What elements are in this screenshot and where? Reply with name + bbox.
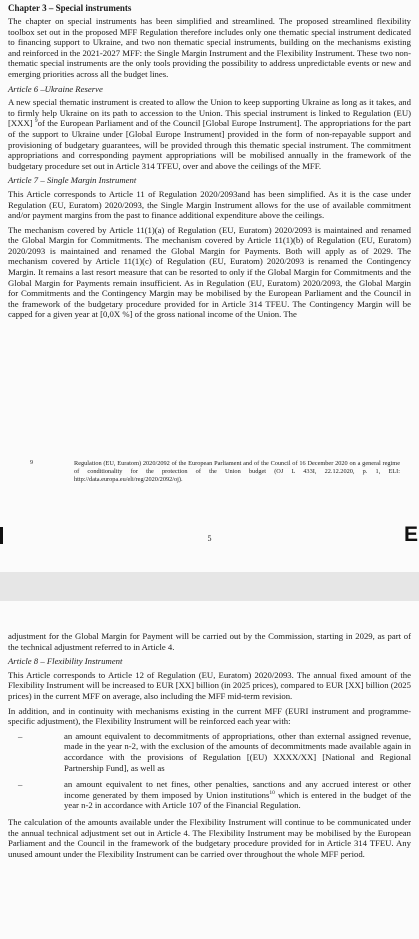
list-dash: –: [18, 730, 23, 741]
chapter-intro-paragraph: The chapter on special instruments has been simplified and streamlined. The proposed streamlined flexibility toolbox set out in the proposed MFF Regulation therefore includes only one thematic special instrument dedicated to financing support to Ukraine, and two non thematic special instruments, building on the mechanisms existing and reinforced in the 2021-2027 MFF: the Single Margin Instrument and the Flexibility Instrument. These two non-thematic special instruments are the only tools providing the possibility to address unpredictable events or new and emerging priorities across all the budget lines.: [8, 16, 411, 79]
list-item-text: an amount equivalent to decommitments of appropriations, other than external assigned revenue, made in the year n-2, with the exclusion of the amounts of decommitments made available again in accordance with the provisions of Regulation [(EU) XXXX/XX] [National and Regional Partnership Fund], as well as: [64, 730, 411, 773]
article-6-heading: Article 6 –Ukraine Reserve: [8, 83, 103, 94]
article-7-heading: Article 7 – Single Margin Instrument: [8, 175, 137, 186]
list-item-text-part2: which is entered in the budget of the year n-2 in accordance with Article 107 of the Financial Regulation.: [64, 789, 412, 811]
document-page-2: [0, 601, 419, 939]
page-number: 5: [207, 534, 212, 543]
article-6-text-part2: of the European Parliament and of the Council [Global Europe Instrument]. The appropriations for the part of the support to Ukraine under [Global Europe Instrument] provided in the form of non-repayable support and provisioning of budgetary guarantees, will be provided through this thematic special instrument. The commitment appropriations and corresponding payment appropriations will be mobilised annually in the framework of the budgetary procedure set out in Article 314 TFEU, over and above the ceilings of the MFF.: [8, 118, 411, 171]
article-8-paragraph-3: The calculation of the amounts available under the Flexibility Instrument will continue to be communicated under the annual technical adjustment set out in Article 4. The Flexibility Instrument may be mobilised by the European Parliament and the Council in the framework of the budgetary procedure provided for in Article 314 TFEU. Any unused amount under the Flexibility Instrument can be carried over throughout the whole MFF period.: [8, 816, 411, 859]
footnote-ref-9[interactable]: 9: [34, 118, 38, 125]
article-8-paragraph-1: This Article corresponds to Article 12 of Regulation (EU, Euratom) 2020/2093. The annual fixed amount of the Flexibility Instrument will be increased to EUR [XX] billion (in 2025 prices), compared to EUR [XX] billion (2025 prices) in the current MFF on average, also including the MFF mid-term revision.: [8, 669, 411, 701]
footnote-number: 9: [30, 460, 33, 466]
page-edge-letter-right: E: [403, 523, 418, 546]
footnote-text: Regulation (EU, Euratom) 2020/2092 of the European Parliament and of the Council of 16 December 2020 on a general regime of conditionality for the protection of the Union budget (OJ L 433I, 22.12.2020, p. 1, ELI: http://data.europa.eu/eli/reg/2020/2092/oj).: [74, 460, 400, 483]
article-8-paragraph-2: In addition, and in continuity with mechanisms existing in the current MFF (EURI instrument and programme-specific adjustment), the Flexibility Instrument will be reinforced each year with:: [8, 705, 411, 727]
page-gap: [0, 572, 419, 601]
article-7-paragraph-2: The mechanism covered by Article 11(1)(a) of Regulation (EU, Euratom) 2020/2093 is maintained and renamed the Global Margin for Commitments. The mechanism covered by Article 11(1)(b) of Regulation (EU, Euratom) 2020/2093 is maintained and renamed the Global Margin for Payments. Both will apply as of 2029. The mechanism covered by Article 11(1)(c) of Regulation (EU, Euratom) 2020/2093 is renamed the Contingency Margin. It remains a last resort measure that can be resorted to only if the Global Margin for Commitments and the Global Margin for Payments remain insufficient. As in Regulation (EU, Euratom) 2020/2093, the Global Margin for Commitments and the Contingency Margin may be mobilised by the European Parliament and the Council in the framework of the budgetary procedure provided for in Article 314 TFEU. The Contingency Margin will be capped for a given year at [0,0X %] of the gross national income of the Union. The: [8, 224, 411, 320]
footnote-ref-10[interactable]: 10: [269, 789, 275, 796]
article-6-text-part1: A new special thematic instrument is created to allow the Union to keep supporting Ukraine as long as it takes, and to firmly help Ukraine on its path to accession to the Union. This special instrument is linked to Regulation (EU) [XXX]: [8, 97, 411, 129]
chapter-heading: Chapter 3 – Special instruments: [8, 3, 132, 13]
list-item-text: [64, 779, 411, 811]
list-item: [8, 779, 411, 811]
list-item: [8, 731, 411, 773]
article-6-paragraph: [8, 97, 411, 171]
list-dash: –: [18, 779, 23, 790]
article-7-paragraph-1: This Article corresponds to Article 11 of Regulation 2020/2093and has been simplified. As it is the case under Regulation (EU, Euratom) 2020/2093, the Single Margin Instrument allows for the use of available commitment and/or payment margins from the past to finance additional expenditure above the ceilings.: [8, 188, 411, 221]
footnote-9: [30, 460, 400, 483]
continuation-paragraph: adjustment for the Global Margin for Payment will be carried out by the Commission, starting in 2029, as part of the technical adjustment referred to in Article 4.: [8, 631, 411, 652]
article-8-heading: Article 8 – Flexibility Instrument: [8, 656, 123, 667]
list-item-text-part1: an amount equivalent to net fines, other penalties, sanctions and any accrued interest or other income generated by them imposed by Union institutions: [64, 779, 411, 800]
